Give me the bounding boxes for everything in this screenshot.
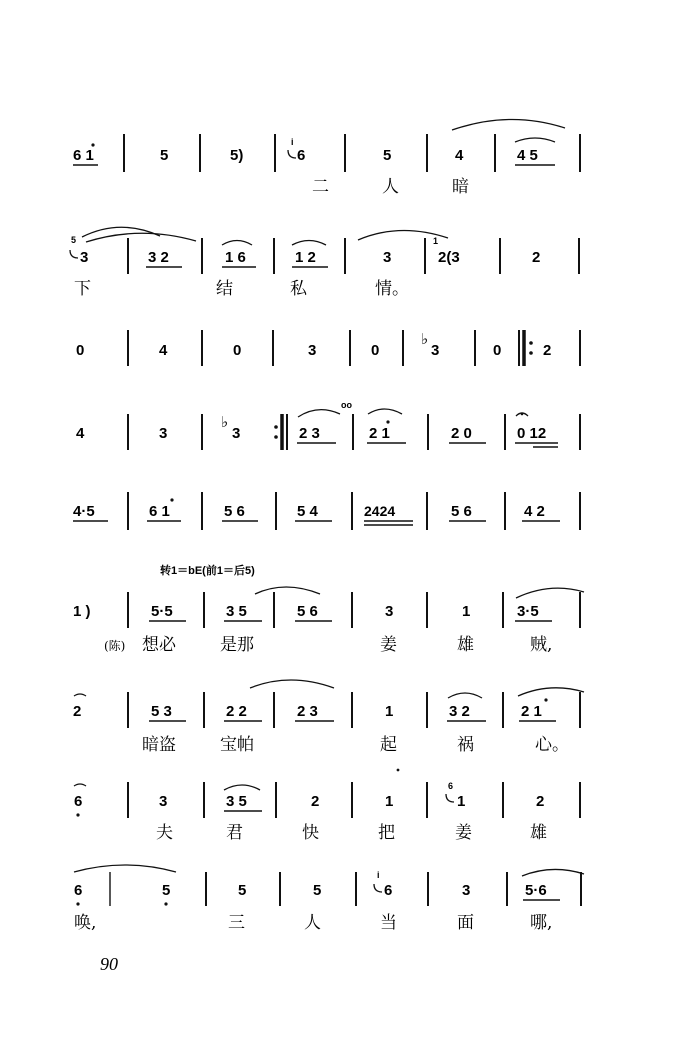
lyric: 结 [216,279,233,299]
note: 3 5 [226,793,247,810]
lyric: 姜 [380,635,397,655]
note: 3 2 [148,249,169,266]
note: 1 [385,703,394,720]
note: 2 [543,342,552,359]
note: 3 [431,342,440,359]
note: 5 4 [297,503,318,520]
lyric: 起 [380,735,397,755]
note: 5 6 [297,603,318,620]
note: 2 [536,793,545,810]
note: 6 1 [149,503,170,520]
lyric: 快 [302,823,319,843]
grace-note: i [291,137,294,147]
note: 2 [532,249,541,266]
note: 1 [385,793,394,810]
lyric: 三 [228,913,245,933]
lyric: 贼, [530,635,553,655]
note: 5 6 [451,503,472,520]
lyric: 人 [304,913,321,933]
grace-note: 6 [448,781,454,791]
lyric: 下 [74,279,91,299]
note: 5 3 [151,703,172,720]
lyric: 想必 [142,635,176,655]
score-row-8 [74,769,580,843]
note: 1 ) [73,603,91,620]
note: 1 6 [225,249,246,266]
lyric: 私 [290,279,307,299]
note: 3 2 [449,703,470,720]
lyric: 是那 [220,635,254,655]
lyric: 哪, [530,913,553,933]
grace-note: oo [341,400,352,410]
grace-note: 1 [433,236,439,246]
note: 3 [232,425,241,442]
note: 2424 [364,503,396,519]
note: 2 0 [451,425,472,442]
note: 3 5 [226,603,247,620]
note: 1 [462,603,471,620]
note: 3 [80,249,89,266]
lyric: 宝帕 [220,735,254,755]
key-change-annotation: 转1＝bE(前1＝后5) [160,565,255,577]
note: 6 [74,793,83,810]
note: 2 [73,703,82,720]
note: 2(3 [438,249,460,266]
note: 5 6 [224,503,245,520]
lyric: 面 [457,913,474,933]
note: 6 1 [73,147,94,164]
score-row-2 [70,227,579,299]
note: 3 [308,342,317,359]
lyric: 心。 [535,735,569,755]
lyric: 人 [382,177,399,197]
note: 3 [159,793,168,810]
score-row-3 [76,330,580,366]
note: 4 [455,147,464,164]
note: 4 2 [524,503,545,520]
lyric: 把 [378,823,395,843]
note: 2 2 [226,703,247,720]
note: 4 [76,425,85,442]
score-row-7 [73,680,584,755]
lyric: 唤, [74,913,97,933]
note: 2 [311,793,320,810]
score-row-4 [76,400,580,450]
note: 6 [74,882,83,899]
lyric: 雄 [457,635,474,655]
note: 3 [383,249,392,266]
score-row-6 [73,587,584,655]
lyric-speaker: (陈) [104,639,126,653]
score-row-9 [74,865,584,933]
lyric: 当 [380,913,397,933]
lyric: 暗盗 [142,735,176,755]
lyric: 情。 [375,279,409,299]
grace-note: 5 [71,235,77,245]
lyric: 祸 [457,735,474,755]
note: 5 [162,882,171,899]
note: 5 [383,147,392,164]
score-row-1 [73,119,580,197]
note: 5·5 [151,603,173,620]
grace-note: i [377,870,380,880]
note: 2 1 [521,703,542,720]
note: 3 [159,425,168,442]
lyric: 二 [312,177,329,197]
note: 5 [313,882,322,899]
lyric: 雄 [530,823,547,843]
note: 3 [462,882,471,899]
note: 5 [238,882,247,899]
note: 3 [385,603,394,620]
note: 0 [493,342,502,359]
note: 2 3 [297,703,318,720]
note: 2 1 [369,425,390,442]
note: 5 [160,147,169,164]
flat-sign: ♭ [421,331,429,348]
flat-sign: ♭ [221,414,229,431]
lyric: 姜 [455,823,472,843]
score-row-5 [73,492,580,530]
note: 2 3 [299,425,320,442]
page-number: 90 [100,954,118,974]
note: 5·6 [525,882,547,899]
note: 0 12 [517,425,547,442]
note: 3·5 [517,603,539,620]
note: 1 2 [295,249,316,266]
lyric: 君 [226,823,243,843]
note: 1 [457,793,466,810]
note: 4 [159,342,168,359]
note: 6 [297,147,306,164]
note: 5) [230,147,244,164]
note: 4 5 [517,147,538,164]
lyric: 夫 [156,823,173,843]
note: 0 [76,342,85,359]
note: 6 [384,882,393,899]
note: 4·5 [73,503,95,520]
note: 0 [371,342,380,359]
lyric: 暗 [452,177,469,197]
note: 0 [233,342,242,359]
